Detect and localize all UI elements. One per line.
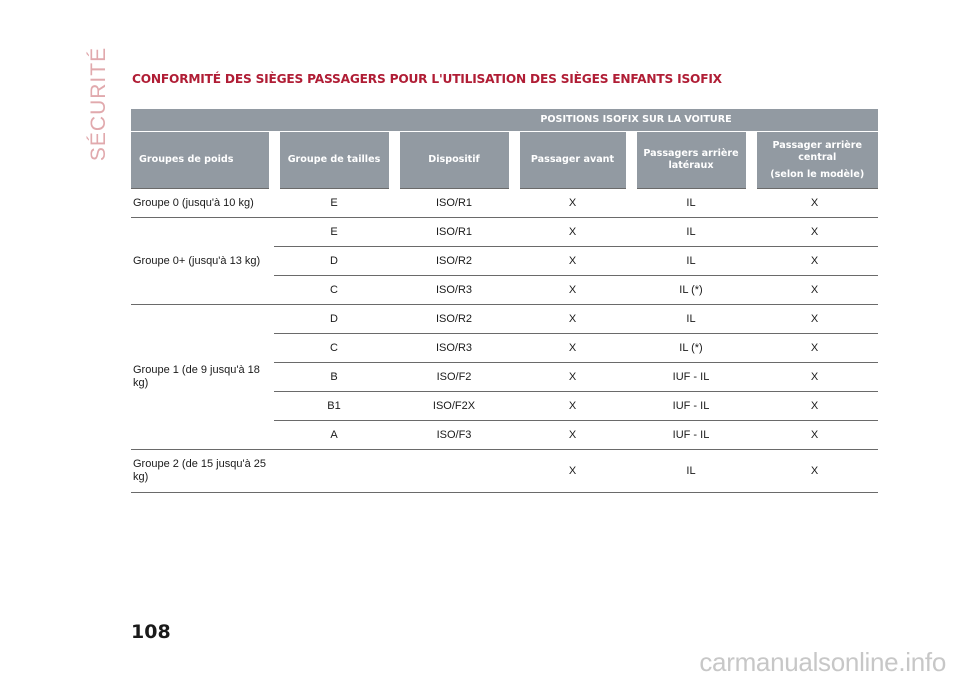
- rear-center-cell: X: [751, 189, 878, 218]
- col-header-rear-side-passengers: Passagers arrière latéraux: [631, 132, 751, 189]
- size-group-cell: [274, 450, 394, 493]
- weight-group-cell: Groupe 0+ (jusqu'à 13 kg): [131, 218, 274, 305]
- rear-side-cell: IL: [631, 450, 751, 493]
- front-passenger-cell: X: [514, 218, 631, 247]
- rear-center-cell: X: [751, 421, 878, 450]
- page-number: 108: [131, 621, 171, 643]
- fixture-cell: ISO/R1: [394, 218, 514, 247]
- rear-side-cell: IUF - IL: [631, 363, 751, 392]
- size-group-cell: A: [274, 421, 394, 450]
- table-row: [131, 450, 878, 493]
- rear-side-cell: IL: [631, 189, 751, 218]
- rear-side-cell: IL: [631, 305, 751, 334]
- front-passenger-cell: X: [514, 450, 631, 493]
- fixture-cell: ISO/R2: [394, 247, 514, 276]
- col-header-front-passenger: Passager avant: [514, 132, 631, 189]
- col-header-fixture: Dispositif: [394, 132, 514, 189]
- front-passenger-cell: X: [514, 247, 631, 276]
- table-body: [131, 189, 878, 493]
- fixture-cell: ISO/R3: [394, 276, 514, 305]
- weight-group-cell: Groupe 0 (jusqu'à 10 kg): [131, 189, 274, 218]
- size-group-cell: E: [274, 189, 394, 218]
- rear-side-cell: IL: [631, 247, 751, 276]
- rear-side-cell: IL (*): [631, 276, 751, 305]
- fixture-cell: ISO/R2: [394, 305, 514, 334]
- table-row: [131, 218, 878, 247]
- fixture-cell: ISO/R3: [394, 334, 514, 363]
- weight-group-cell: Groupe 1 (de 9 jusqu'à 18 kg): [131, 305, 274, 450]
- isofix-positions-header: POSITIONS ISOFIX SUR LA VOITURE: [394, 109, 878, 132]
- front-passenger-cell: X: [514, 189, 631, 218]
- rear-side-cell: IL: [631, 218, 751, 247]
- col-header-size-group: Groupe de tailles: [274, 132, 394, 189]
- page-title: CONFORMITÉ DES SIÈGES PASSAGERS POUR L'UTILISATION DES SIÈGES ENFANTS ISOFIX: [132, 72, 722, 86]
- front-passenger-cell: X: [514, 305, 631, 334]
- rear-center-cell: X: [751, 392, 878, 421]
- rear-center-cell: X: [751, 450, 878, 493]
- fixture-cell: ISO/F3: [394, 421, 514, 450]
- front-passenger-cell: X: [514, 392, 631, 421]
- watermark: carmanualsonline.info: [699, 647, 946, 677]
- front-passenger-cell: X: [514, 276, 631, 305]
- rear-center-label: Passager arrière central: [772, 139, 863, 163]
- front-passenger-cell: X: [514, 334, 631, 363]
- rear-center-cell: X: [751, 218, 878, 247]
- rear-side-cell: IL (*): [631, 334, 751, 363]
- col-header-rear-center-passenger: [751, 132, 878, 189]
- fixture-cell: ISO/F2: [394, 363, 514, 392]
- rear-center-note: (selon le modèle): [770, 168, 865, 180]
- fixture-cell: ISO/F2X: [394, 392, 514, 421]
- rear-center-cell: X: [751, 276, 878, 305]
- table-row: [131, 305, 878, 334]
- header-spacer: [131, 109, 394, 132]
- rear-center-cell: X: [751, 363, 878, 392]
- fixture-cell: [394, 450, 514, 493]
- rear-side-cell: IUF - IL: [631, 392, 751, 421]
- rear-side-cell: IUF - IL: [631, 421, 751, 450]
- section-tab-label: SÉCURITÉ: [87, 46, 110, 162]
- size-group-cell: E: [274, 218, 394, 247]
- table-row: [131, 189, 878, 218]
- size-group-cell: C: [274, 334, 394, 363]
- col-header-weight-group: Groupes de poids: [131, 132, 274, 189]
- front-passenger-cell: X: [514, 363, 631, 392]
- weight-group-cell: Groupe 2 (de 15 jusqu'à 25 kg): [131, 450, 274, 493]
- rear-center-cell: X: [751, 334, 878, 363]
- size-group-cell: D: [274, 247, 394, 276]
- section-tab: [84, 46, 114, 162]
- size-group-cell: D: [274, 305, 394, 334]
- size-group-cell: C: [274, 276, 394, 305]
- isofix-compatibility-table: [131, 109, 878, 493]
- rear-center-cell: X: [751, 247, 878, 276]
- size-group-cell: B1: [274, 392, 394, 421]
- rear-center-cell: X: [751, 305, 878, 334]
- fixture-cell: ISO/R1: [394, 189, 514, 218]
- size-group-cell: B: [274, 363, 394, 392]
- front-passenger-cell: X: [514, 421, 631, 450]
